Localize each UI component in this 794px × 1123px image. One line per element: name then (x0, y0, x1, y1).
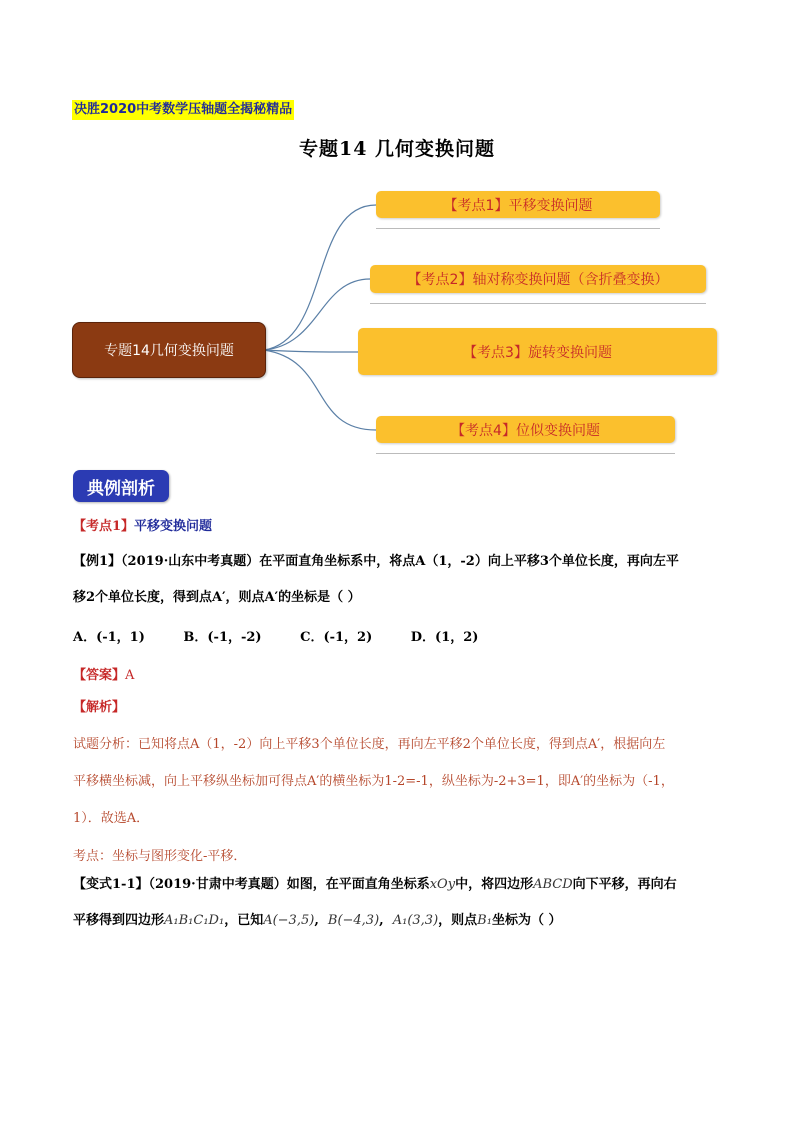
analysis-line-3: 1）．故选A． (73, 811, 150, 826)
kaodian-1-heading (73, 515, 212, 534)
mindmap-branch-1: 【考点1】平移变换问题 (376, 191, 660, 218)
example-1-line-1: 【例1】（2019·山东中考真题）在平面直角坐标系中，将点A（1，-2）向上平移3个单位长度，再向左平 (73, 554, 679, 569)
analysis-line-1: 试题分析：已知将点A（1，-2）向上平移3个单位长度，再向左平移2个单位长度，得到点A′，根据向左 (73, 737, 666, 752)
variant-1-label: 【变式1-1】 (73, 877, 149, 892)
kaodian-1-title: 平移变换问题 (134, 519, 213, 534)
header-banner: 决胜2020中考数学压轴题全揭秘精品 (72, 100, 294, 120)
answer-value: A (125, 668, 135, 683)
branch-1-underline (376, 228, 660, 229)
analysis-line-2: 平移横坐标减，向上平移纵坐标加可得点A′的横坐标为1-2=-1，纵坐标为-2+3=1，即A′的坐标为（-1， (73, 774, 674, 789)
example-1-label: 【例1】 (73, 554, 122, 569)
mindmap-branch-2: 【考点2】轴对称变换问题（含折叠变换） (370, 265, 706, 293)
analysis-label: 【解析】 (73, 700, 126, 715)
section-badge: 典例剖析 (73, 470, 169, 502)
mindmap-center-node: 专题14几何变换问题 (72, 322, 266, 378)
answer-label: 【答案】 (73, 668, 126, 683)
option-c: C．(-1，2) (300, 630, 373, 645)
option-b: B．(-1，-2) (183, 630, 262, 645)
example-1-options (73, 626, 512, 645)
link-branch-2 (264, 279, 370, 350)
example-1-line-2: 移2个单位长度，得到点A′，则点A′的坐标是（ ） (73, 590, 361, 605)
link-branch-3 (264, 350, 358, 352)
analysis-text (73, 726, 723, 837)
branch-2-underline (370, 303, 706, 304)
option-a: A．(-1，1) (73, 630, 145, 645)
mindmap-branch-3: 【考点3】旋转变换问题 (358, 328, 717, 375)
mindmap-links (0, 0, 794, 480)
variant-1-line-2: 平移得到四边形A₁B₁C₁D₁，已知A(−3,5), B(−4,3), A₁(3,3)，则点B₁坐标为（ ） (73, 913, 562, 928)
topic-note: 考点：坐标与图形变化-平移． (73, 849, 247, 864)
answer (73, 664, 134, 683)
option-d: D．(1，2) (410, 630, 479, 645)
branch-4-underline (376, 453, 675, 454)
mindmap-branch-4: 【考点4】位似变换问题 (376, 416, 675, 443)
page-title: 专题14 几何变换问题 (298, 138, 496, 160)
variant-1-line-1: 【变式1-1】（2019·甘肃中考真题）如图，在平面直角坐标系xOy中，将四边形ABCD向下平移，再向右 (73, 877, 677, 892)
kaodian-1-label: 【考点1】 (73, 519, 135, 534)
